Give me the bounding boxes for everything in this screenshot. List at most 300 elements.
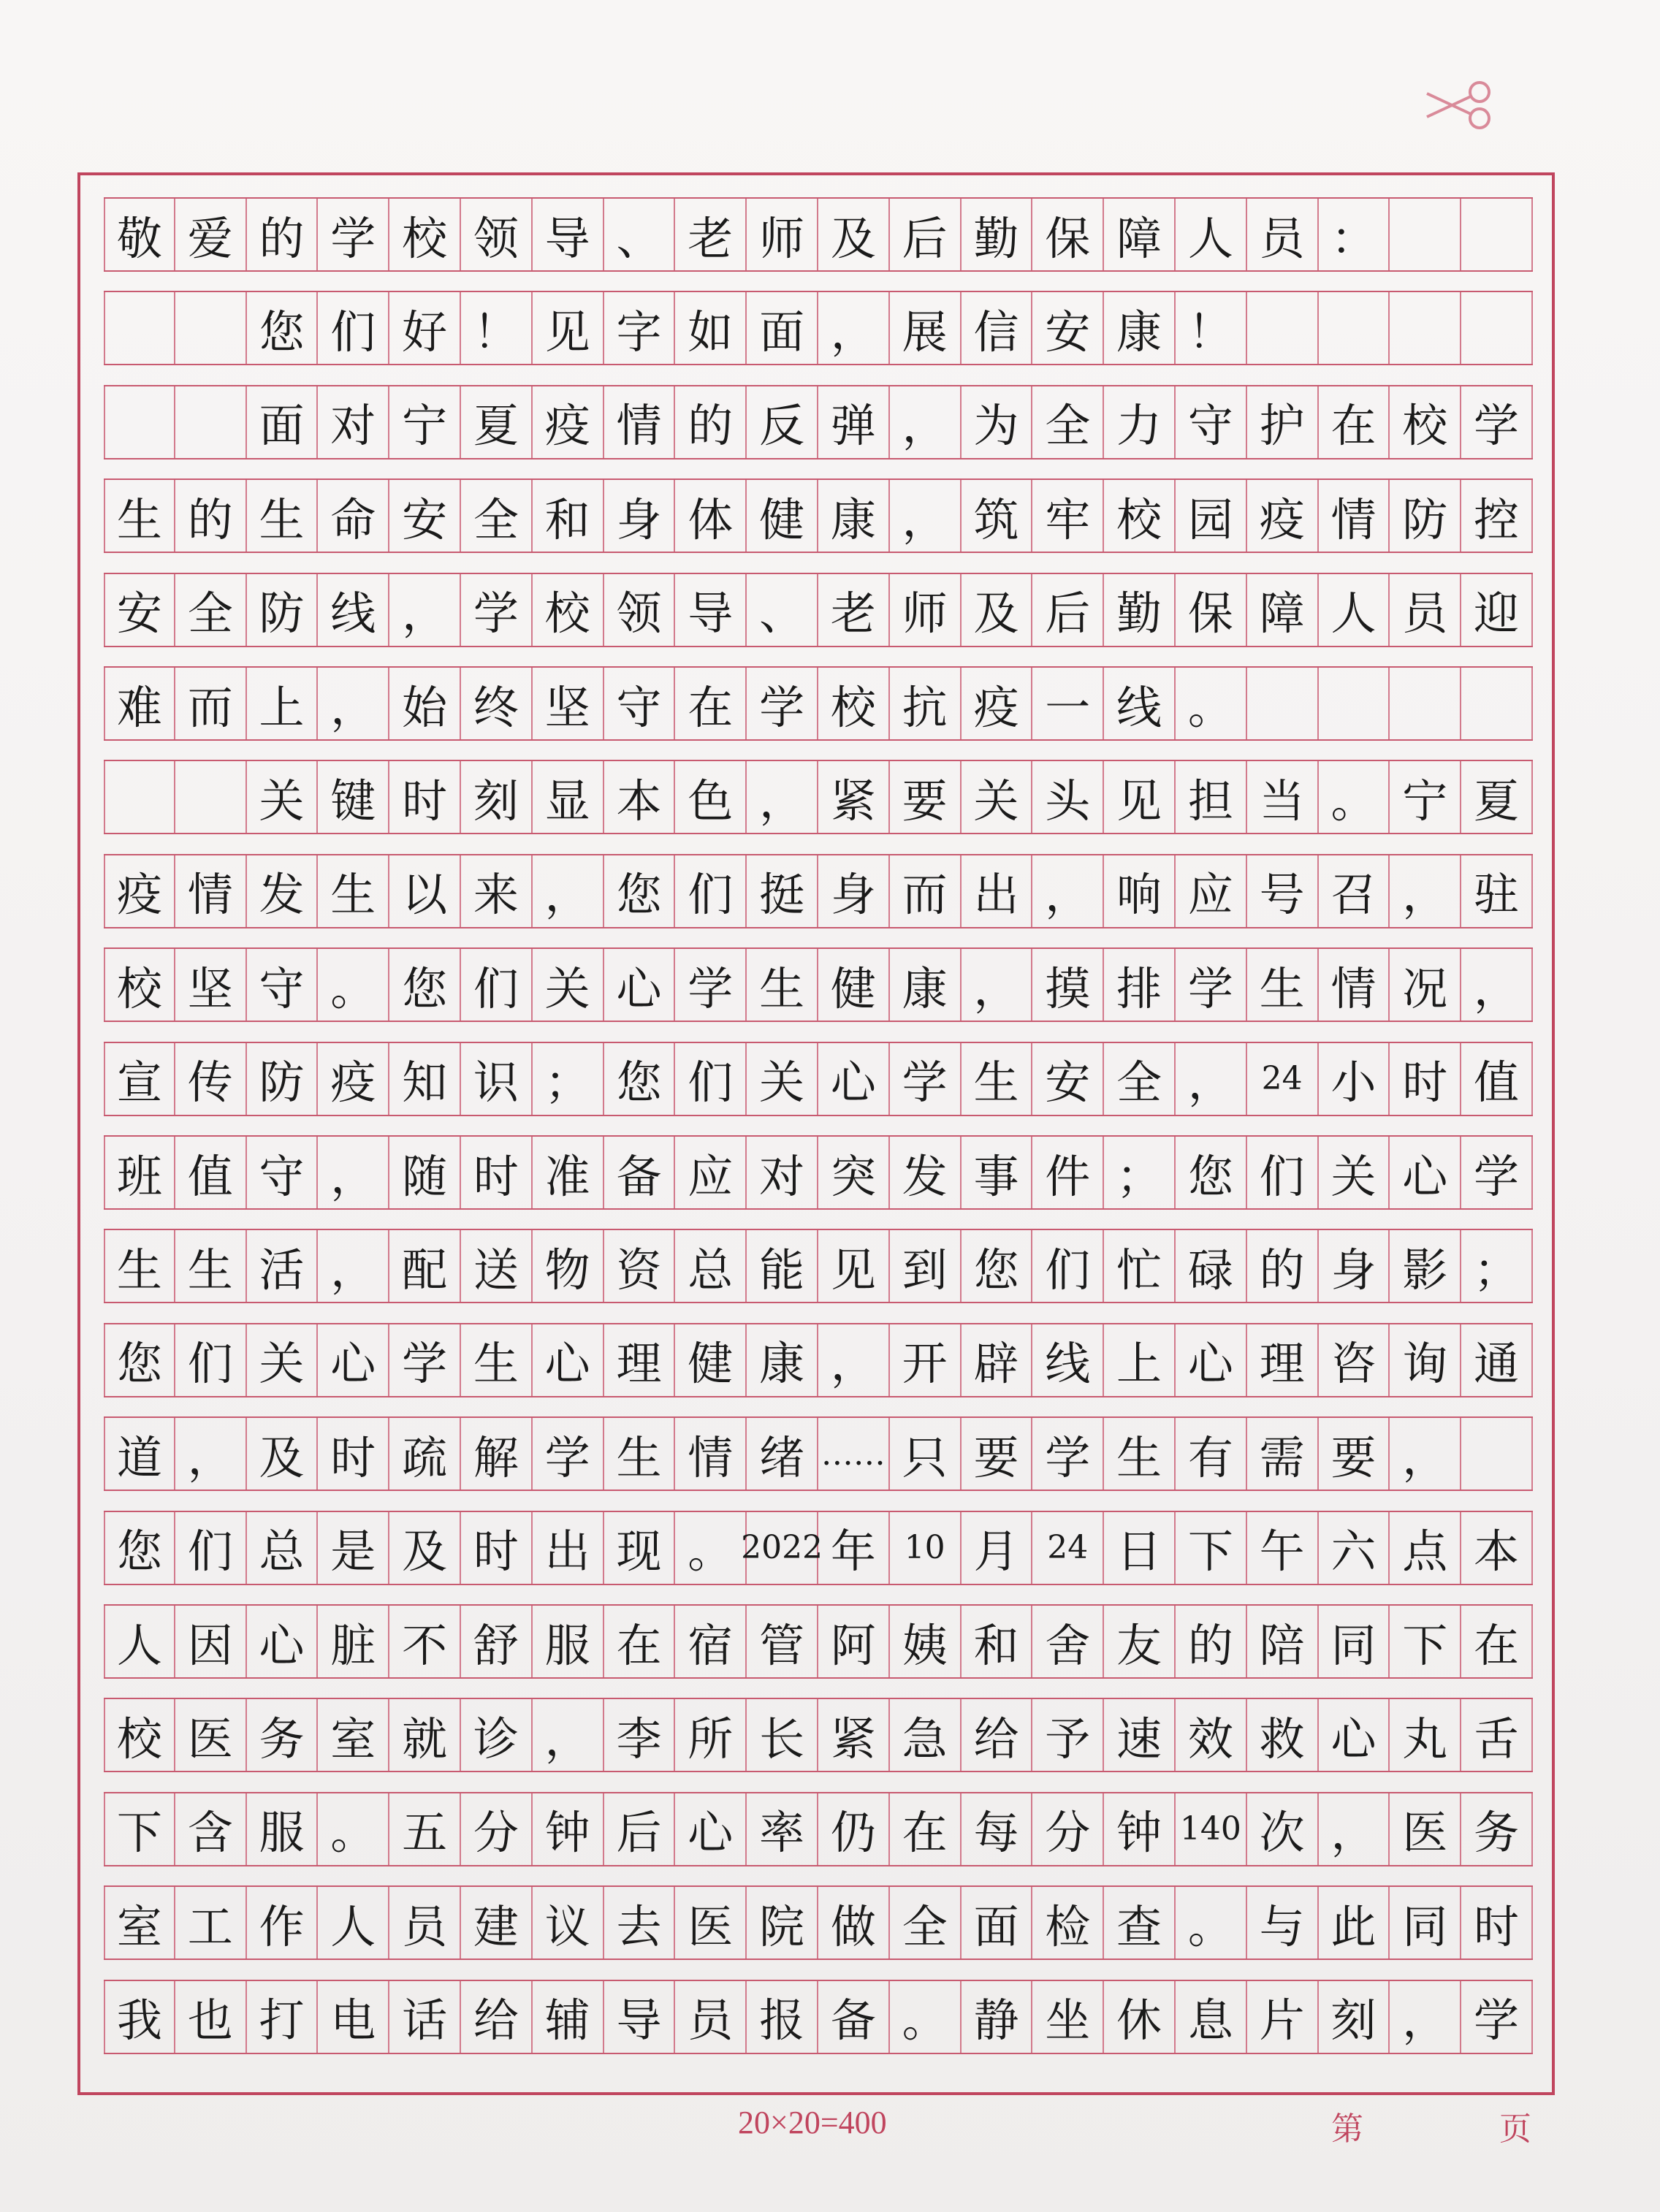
- grid-cell: 务: [1461, 1793, 1533, 1865]
- grid-cell: ：: [1319, 199, 1390, 270]
- grid-cell: ，: [389, 574, 461, 646]
- grid-cell: 事: [962, 1137, 1033, 1208]
- grid-cell: ，: [318, 1137, 389, 1208]
- grid-cell: ；: [1461, 1230, 1533, 1302]
- grid-cell: 生: [1104, 1418, 1176, 1490]
- grid-cell: ，: [818, 292, 890, 364]
- grid-cell: 疏: [389, 1418, 461, 1490]
- grid-cell: 钟: [1104, 1793, 1176, 1865]
- grid-cell: [1390, 292, 1461, 364]
- grid-cell: 全: [461, 480, 533, 552]
- grid-row: [104, 1511, 1533, 1585]
- grid-cell: 时: [461, 1512, 533, 1584]
- grid-cell: 情: [675, 1418, 747, 1490]
- grid-cell: 员: [675, 1981, 747, 2053]
- grid-cell: [1319, 292, 1390, 364]
- grid-cell: 力: [1104, 386, 1176, 458]
- grid-cell: 学: [461, 574, 533, 646]
- grid-cell: 展: [890, 292, 962, 364]
- grid-cell: [1247, 292, 1319, 364]
- grid-cell: 本: [604, 761, 676, 833]
- grid-cell: 身: [604, 480, 676, 552]
- grid-cell: 。: [318, 1793, 389, 1865]
- grid-cell: 保: [1176, 574, 1247, 646]
- grid-cell: 现: [604, 1512, 676, 1584]
- grid-cell: 疫: [962, 668, 1033, 739]
- grid-cell: 导: [675, 574, 747, 646]
- grid-count-label: 20×20=400: [738, 2105, 887, 2140]
- grid-cell: ，: [747, 761, 818, 833]
- grid-cell: 查: [1104, 1887, 1176, 1959]
- grid-cell: 。: [675, 1512, 747, 1584]
- grid-cell: ，: [318, 1230, 389, 1302]
- grid-cell: 咨: [1319, 1324, 1390, 1396]
- grid-cell: 勤: [1104, 574, 1176, 646]
- grid-cell: 给: [962, 1699, 1033, 1771]
- grid-cell: 敬: [104, 199, 175, 270]
- grid-cell: 活: [247, 1230, 319, 1302]
- grid-cell: 出: [533, 1512, 604, 1584]
- grid-cell: 们: [1032, 1230, 1104, 1302]
- grid-cell: ，: [1461, 949, 1533, 1021]
- grid-cell: 校: [1390, 386, 1461, 458]
- grid-cell: 要: [962, 1418, 1033, 1490]
- grid-cell: 康: [818, 480, 890, 552]
- grid-cell: 们: [318, 292, 389, 364]
- grid-cell: 的: [675, 386, 747, 458]
- grid-cell: 校: [104, 1699, 175, 1771]
- grid-cell: 医: [175, 1699, 247, 1771]
- grid-cell: 舒: [461, 1606, 533, 1677]
- grid-cell: 的: [1176, 1606, 1247, 1677]
- grid-cell: 静: [962, 1981, 1033, 2053]
- grid-cell: [1461, 668, 1533, 739]
- grid-cell: 宣: [104, 1043, 175, 1115]
- grid-cell: 月: [962, 1512, 1033, 1584]
- grid-cell: 学: [747, 668, 818, 739]
- grid-cell: ，: [890, 386, 962, 458]
- grid-cell: 情: [604, 386, 676, 458]
- grid-cell: 坚: [533, 668, 604, 739]
- grid-cell: [1390, 199, 1461, 270]
- grid-cell: 予: [1032, 1699, 1104, 1771]
- grid-cell: 后: [890, 199, 962, 270]
- grid-cell: 准: [533, 1137, 604, 1208]
- scissors-icon: [1421, 79, 1494, 131]
- grid-cell: 备: [818, 1981, 890, 2053]
- grid-cell: 安: [389, 480, 461, 552]
- grid-cell: 丸: [1390, 1699, 1461, 1771]
- grid-cell: 们: [175, 1512, 247, 1584]
- grid-cell: 与: [1247, 1887, 1319, 1959]
- grid-cell: 也: [175, 1981, 247, 2053]
- grid-cell: 要: [1319, 1418, 1390, 1490]
- grid-cell: 宁: [1390, 761, 1461, 833]
- grid-cell: 排: [1104, 949, 1176, 1021]
- grid-cell: 康: [747, 1324, 818, 1396]
- grid-cell: 后: [604, 1793, 676, 1865]
- grid-cell: 响: [1104, 855, 1176, 927]
- grid-cell: 时: [389, 761, 461, 833]
- grid-cell: 时: [461, 1137, 533, 1208]
- grid-cell: 领: [461, 199, 533, 270]
- grid-cell: ，: [818, 1324, 890, 1396]
- grid-cell: 和: [533, 480, 604, 552]
- grid-cell: 疫: [104, 855, 175, 927]
- grid-cell: 好: [389, 292, 461, 364]
- grid-cell: 的: [175, 480, 247, 552]
- grid-cell: [1461, 1418, 1533, 1490]
- grid-cell: 能: [747, 1230, 818, 1302]
- page-label-right: 页: [1499, 2110, 1531, 2148]
- grid-cell: ，: [533, 855, 604, 927]
- grid-cell: 24: [1032, 1512, 1104, 1584]
- grid-cell: 分: [461, 1793, 533, 1865]
- grid-cell: 一: [1032, 668, 1104, 739]
- grid-cell: 生: [104, 1230, 175, 1302]
- grid-cell: 面: [247, 386, 319, 458]
- grid-cell: 领: [604, 574, 676, 646]
- grid-cell: 您: [104, 1512, 175, 1584]
- grid-cell: 片: [1247, 1981, 1319, 2053]
- grid-cell: ，: [1032, 855, 1104, 927]
- grid-cell: 及: [962, 574, 1033, 646]
- grid-cell: 学: [675, 949, 747, 1021]
- grid-cell: 见: [1104, 761, 1176, 833]
- grid-cell: 作: [247, 1887, 319, 1959]
- grid-row: [104, 291, 1533, 365]
- grid-cell: 下: [104, 1793, 175, 1865]
- grid-cell: ！: [461, 292, 533, 364]
- grid-cell: 是: [318, 1512, 389, 1584]
- grid-cell: 紧: [818, 761, 890, 833]
- grid-cell: 您: [104, 1324, 175, 1396]
- grid-cell: [1390, 668, 1461, 739]
- grid-cell: 控: [1461, 480, 1533, 552]
- grid-cell: 务: [247, 1699, 319, 1771]
- grid-cell: 线: [1104, 668, 1176, 739]
- grid-cell: 2022: [747, 1512, 818, 1584]
- grid-cell: ！: [1176, 292, 1247, 364]
- grid-cell: 心: [1390, 1137, 1461, 1208]
- grid-cell: 紧: [818, 1699, 890, 1771]
- grid-cell: 保: [1032, 199, 1104, 270]
- grid-cell: 情: [1319, 949, 1390, 1021]
- grid-cell: 摸: [1032, 949, 1104, 1021]
- grid-cell: 挺: [747, 855, 818, 927]
- grid-cell: 传: [175, 1043, 247, 1115]
- grid-cell: 守: [247, 1137, 319, 1208]
- grid-cell: 老: [675, 199, 747, 270]
- grid-cell: 点: [1390, 1512, 1461, 1584]
- grid-cell: 舍: [1032, 1606, 1104, 1677]
- grid-cell: 次: [1247, 1793, 1319, 1865]
- grid-cell: 友: [1104, 1606, 1176, 1677]
- grid-cell: 心: [1319, 1699, 1390, 1771]
- grid-cell: 管: [747, 1606, 818, 1677]
- grid-cell: 导: [533, 199, 604, 270]
- grid-cell: 姨: [890, 1606, 962, 1677]
- grid-cell: 学: [1032, 1418, 1104, 1490]
- grid-cell: 。: [1319, 761, 1390, 833]
- grid-cell: 我: [104, 1981, 175, 2053]
- grid-cell: 的: [1247, 1230, 1319, 1302]
- grid-cell: 救: [1247, 1699, 1319, 1771]
- grid-cell: 校: [818, 668, 890, 739]
- grid-cell: 抗: [890, 668, 962, 739]
- grid-cell: ，: [1390, 855, 1461, 927]
- grid-cell: 而: [175, 668, 247, 739]
- grid-cell: ；: [533, 1043, 604, 1115]
- grid-cell: 含: [175, 1793, 247, 1865]
- grid-cell: ，: [175, 1418, 247, 1490]
- grid-cell: ……: [818, 1418, 890, 1490]
- grid-cell: 生: [104, 480, 175, 552]
- grid-cell: 同: [1390, 1887, 1461, 1959]
- grid-cell: 色: [675, 761, 747, 833]
- grid-cell: 生: [247, 480, 319, 552]
- grid-row: [104, 385, 1533, 459]
- grid-cell: 园: [1176, 480, 1247, 552]
- grid-cell: 键: [318, 761, 389, 833]
- grid-cell: 检: [1032, 1887, 1104, 1959]
- grid-cell: 、: [747, 574, 818, 646]
- grid-cell: 健: [747, 480, 818, 552]
- grid-cell: 午: [1247, 1512, 1319, 1584]
- grid-cell: 值: [175, 1137, 247, 1208]
- grid-cell: 室: [318, 1699, 389, 1771]
- grid-cell: 在: [1461, 1606, 1533, 1677]
- grid-cell: 休: [1104, 1981, 1176, 2053]
- grid-cell: 舌: [1461, 1699, 1533, 1771]
- grid-row: [104, 478, 1533, 553]
- grid-cell: 员: [1247, 199, 1319, 270]
- grid-cell: 生: [747, 949, 818, 1021]
- grid-cell: 辟: [962, 1324, 1033, 1396]
- grid-cell: 线: [1032, 1324, 1104, 1396]
- grid-cell: 面: [962, 1887, 1033, 1959]
- grid-cell: 老: [818, 574, 890, 646]
- grid-cell: 驻: [1461, 855, 1533, 927]
- grid-cell: 心: [533, 1324, 604, 1396]
- grid-cell: 因: [175, 1606, 247, 1677]
- grid-row: [104, 1980, 1533, 2054]
- grid-cell: 防: [247, 574, 319, 646]
- grid-cell: [1247, 668, 1319, 739]
- grid-cell: 您: [604, 1043, 676, 1115]
- grid-cell: ，: [890, 480, 962, 552]
- grid-cell: 生: [318, 855, 389, 927]
- grid-cell: 医: [1390, 1793, 1461, 1865]
- grid-cell: 坐: [1032, 1981, 1104, 2053]
- grid-cell: 们: [1247, 1137, 1319, 1208]
- grid-cell: 理: [604, 1324, 676, 1396]
- grid-cell: 影: [1390, 1230, 1461, 1302]
- grid-cell: 对: [318, 386, 389, 458]
- grid-cell: 夏: [461, 386, 533, 458]
- grid-cell: 疫: [533, 386, 604, 458]
- grid-cell: 筑: [962, 480, 1033, 552]
- grid-cell: 勤: [962, 199, 1033, 270]
- grid-cell: 分: [1032, 1793, 1104, 1865]
- grid-cell: 效: [1176, 1699, 1247, 1771]
- grid-cell: 全: [1104, 1043, 1176, 1115]
- grid-cell: 理: [1247, 1324, 1319, 1396]
- grid-cell: 迎: [1461, 574, 1533, 646]
- grid-cell: 需: [1247, 1418, 1319, 1490]
- grid-cell: 终: [461, 668, 533, 739]
- grid-cell: 时: [1461, 1887, 1533, 1959]
- grid-cell: 如: [675, 292, 747, 364]
- grid-cell: 及: [247, 1418, 319, 1490]
- grid-row: [104, 1135, 1533, 1210]
- grid-cell: 健: [818, 949, 890, 1021]
- grid-cell: 不: [389, 1606, 461, 1677]
- grid-cell: 关: [1319, 1137, 1390, 1208]
- grid-cell: ，: [1319, 1793, 1390, 1865]
- grid-cell: ，: [1390, 1981, 1461, 2053]
- grid-cell: 线: [318, 574, 389, 646]
- grid-cell: 关: [747, 1043, 818, 1115]
- grid-cell: 此: [1319, 1887, 1390, 1959]
- grid-cell: 校: [389, 199, 461, 270]
- grid-cell: 息: [1176, 1981, 1247, 2053]
- grid-cell: 打: [247, 1981, 319, 2053]
- grid-cell: 心: [247, 1606, 319, 1677]
- grid-cell: 在: [675, 668, 747, 739]
- grid-cell: 心: [818, 1043, 890, 1115]
- grid-cell: 师: [890, 574, 962, 646]
- grid-cell: 来: [461, 855, 533, 927]
- grid-row: [104, 1416, 1533, 1491]
- grid-cell: 。: [890, 1981, 962, 2053]
- writing-grid: [104, 197, 1533, 2073]
- grid-cell: 学: [1461, 1137, 1533, 1208]
- grid-cell: 守: [247, 949, 319, 1021]
- grid-cell: 况: [1390, 949, 1461, 1021]
- grid-cell: 全: [175, 574, 247, 646]
- grid-cell: 身: [818, 855, 890, 927]
- grid-cell: 小: [1319, 1043, 1390, 1115]
- grid-cell: 在: [890, 1793, 962, 1865]
- grid-cell: 知: [389, 1043, 461, 1115]
- grid-cell: 年: [818, 1512, 890, 1584]
- grid-cell: 员: [1390, 574, 1461, 646]
- grid-row: [104, 1604, 1533, 1679]
- grid-cell: 和: [962, 1606, 1033, 1677]
- grid-cell: 电: [318, 1981, 389, 2053]
- grid-row: [104, 1042, 1533, 1116]
- grid-cell: 担: [1176, 761, 1247, 833]
- grid-cell: 防: [1390, 480, 1461, 552]
- grid-cell: 障: [1104, 199, 1176, 270]
- grid-cell: 显: [533, 761, 604, 833]
- grid-cell: 时: [318, 1418, 389, 1490]
- grid-cell: 率: [747, 1793, 818, 1865]
- grid-cell: 资: [604, 1230, 676, 1302]
- grid-cell: 10: [890, 1512, 962, 1584]
- grid-cell: 关: [247, 1324, 319, 1396]
- grid-cell: 字: [604, 292, 676, 364]
- grid-cell: 安: [1032, 1043, 1104, 1115]
- grid-cell: 应: [1176, 855, 1247, 927]
- grid-cell: 心: [318, 1324, 389, 1396]
- grid-cell: 头: [1032, 761, 1104, 833]
- grid-cell: 解: [461, 1418, 533, 1490]
- grid-cell: 宿: [675, 1606, 747, 1677]
- grid-cell: 当: [1247, 761, 1319, 833]
- grid-cell: 及: [818, 199, 890, 270]
- grid-cell: 学: [1176, 949, 1247, 1021]
- grid-row: [104, 947, 1533, 1022]
- grid-cell: 召: [1319, 855, 1390, 927]
- grid-cell: 们: [675, 855, 747, 927]
- grid-cell: 去: [604, 1887, 676, 1959]
- grid-cell: 在: [604, 1606, 676, 1677]
- grid-cell: 医: [675, 1887, 747, 1959]
- grid-row: [104, 760, 1533, 834]
- grid-cell: [1461, 199, 1533, 270]
- grid-cell: 学: [389, 1324, 461, 1396]
- grid-cell: 牢: [1032, 480, 1104, 552]
- grid-cell: 服: [533, 1606, 604, 1677]
- grid-cell: 心: [604, 949, 676, 1021]
- grid-cell: 您: [1176, 1137, 1247, 1208]
- grid-cell: 下: [1176, 1512, 1247, 1584]
- grid-cell: 六: [1319, 1512, 1390, 1584]
- grid-cell: 同: [1319, 1606, 1390, 1677]
- grid-cell: 。: [1176, 668, 1247, 739]
- grid-cell: 识: [461, 1043, 533, 1115]
- grid-cell: 出: [962, 855, 1033, 927]
- grid-row: [104, 854, 1533, 928]
- grid-cell: 长: [747, 1699, 818, 1771]
- grid-cell: 身: [1319, 1230, 1390, 1302]
- grid-cell: 生: [604, 1418, 676, 1490]
- grid-cell: 下: [1390, 1606, 1461, 1677]
- grid-cell: 备: [604, 1137, 676, 1208]
- grid-cell: [175, 386, 247, 458]
- grid-cell: 疫: [1247, 480, 1319, 552]
- grid-cell: 碌: [1176, 1230, 1247, 1302]
- grid-cell: 弹: [818, 386, 890, 458]
- grid-cell: 信: [962, 292, 1033, 364]
- grid-cell: [1461, 292, 1533, 364]
- grid-cell: [104, 761, 175, 833]
- grid-cell: 生: [175, 1230, 247, 1302]
- grid-cell: 宁: [389, 386, 461, 458]
- grid-cell: 做: [818, 1887, 890, 1959]
- grid-cell: 询: [1390, 1324, 1461, 1396]
- grid-cell: 康: [890, 949, 962, 1021]
- grid-cell: 每: [962, 1793, 1033, 1865]
- grid-cell: 后: [1032, 574, 1104, 646]
- grid-cell: 人: [104, 1606, 175, 1677]
- grid-cell: 师: [747, 199, 818, 270]
- grid-cell: 在: [1319, 386, 1390, 458]
- grid-cell: 24: [1247, 1043, 1319, 1115]
- grid-cell: 生: [1247, 949, 1319, 1021]
- grid-cell: 刻: [461, 761, 533, 833]
- grid-cell: 人: [318, 1887, 389, 1959]
- grid-cell: ，: [1176, 1043, 1247, 1115]
- grid-cell: 急: [890, 1699, 962, 1771]
- grid-cell: 绪: [747, 1418, 818, 1490]
- grid-cell: 生: [461, 1324, 533, 1396]
- grid-cell: [175, 761, 247, 833]
- grid-cell: 学: [1461, 386, 1533, 458]
- grid-cell: 们: [175, 1324, 247, 1396]
